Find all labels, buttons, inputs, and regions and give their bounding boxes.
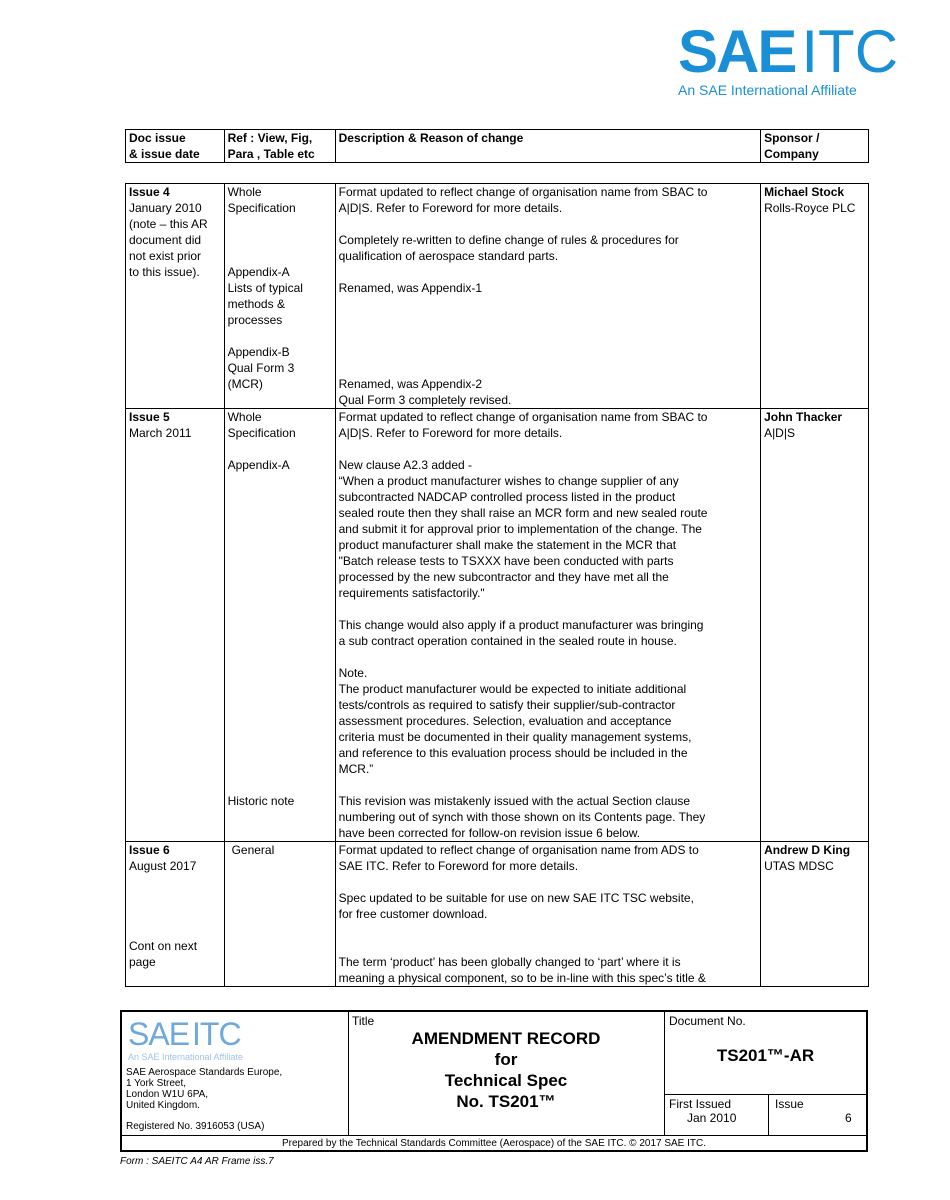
issue4-ref-cell: Whole Specification Appendix-A Lists of typical methods & processes Appendix-B Qual Form 3 (MCR)	[224, 184, 335, 409]
amendment-table	[125, 183, 869, 987]
issue-value: 6	[845, 1111, 852, 1125]
footer-logo: SAEITC	[128, 1016, 241, 1052]
logo-wordmark: SAE ITC	[678, 18, 899, 85]
table-row	[126, 184, 869, 409]
document-title: AMENDMENT RECORD for Technical Spec No. TS201™	[411, 1029, 601, 1111]
issue5-sponsor-cell: John Thacker A|D|S	[761, 409, 869, 842]
issue6-sponsor-cell: Andrew D King UTAS MDSC	[761, 842, 869, 987]
issue4-sponsor-cell: Michael Stock Rolls-Royce PLC	[761, 184, 869, 409]
header-sponsor: Sponsor / Company	[761, 130, 869, 163]
header-table	[125, 129, 869, 163]
sae-itc-logo	[678, 18, 899, 102]
issue6-desc-cell: Format updated to reflect change of organisation name from ADS to SAE ITC. Refer to Foreword for more details. Spec updated to be suitable for use on new SAE ITC TSC website, for free customer download. The term ‘product’ has been globally changed to ‘part’ where it is meaning a physical component, so to be in-line with this spec’s title &	[335, 842, 760, 987]
table-row	[126, 409, 869, 842]
footer-document-block	[665, 1012, 866, 1135]
document-number: TS201™-AR	[716, 1046, 815, 1065]
prepared-by-line: Prepared by the Technical Standards Committee (Aerospace) of the SAE ITC. © 2017 SAE ITC.	[122, 1135, 866, 1151]
first-issued-label: First Issued	[669, 1097, 732, 1111]
issue4-cell: Issue 4 January 2010 (note – this AR document did not exist prior to this issue).	[126, 184, 225, 409]
table-row	[126, 842, 869, 987]
registered-number: Registered No. 3916053 (USA)	[126, 1121, 265, 1132]
form-reference: Form : SAEITC A4 AR Frame iss.7	[120, 1156, 274, 1167]
issue5-ref-cell: Whole Specification Appendix-A Historic note	[224, 409, 335, 842]
issue6-ref-cell: General	[224, 842, 335, 987]
logo-affiliate-text: An SAE International Affiliate	[678, 82, 857, 98]
issue5-cell: Issue 5 March 2011	[126, 409, 225, 842]
document-no-label: Document No.	[669, 1014, 746, 1028]
issue-label: Issue	[775, 1097, 804, 1111]
issue6-cell: Issue 6 August 2017 Cont on next page	[126, 842, 225, 987]
first-issued-value: Jan 2010	[687, 1111, 737, 1125]
footer-company-block	[122, 1012, 349, 1135]
title-label: Title	[352, 1014, 375, 1028]
issue5-desc-cell: Format updated to reflect change of organisation name from SBAC to A|D|S. Refer to Foreword for more details. New clause A2.3 added - “When a product manufacturer wishes to change supplier of any subcontracted NADCAP controlled process listed in the product sealed route then they shall raise an MCR form and new sealed route and submit it for approval prior to implementation of the change. The product manufacturer shall make the statement in the MCR that "Batch release tests to TSXXX have been conducted with parts processed by the new subcontractor and they have met all the requirements satisfactorily." This change would also apply if a product manufacturer was bringing a sub contract operation contained in the sealed route in house. Note. The product manufacturer would be expected to initiate additional tests/controls as required to satisfy their supplier/sub-contractor assessment procedures. Selection, evaluation and acceptance criteria must be documented in their quality management systems, and reference to this evaluation process should be included in the MCR.” This revision was mistakenly issued with the actual Section clause numbering out of synch with those shown on its Contents page. They have been corrected for follow-on revision issue 6 below.	[335, 409, 760, 842]
issue4-desc-cell: Format updated to reflect change of organisation name from SBAC to A|D|S. Refer to Foreword for more details. Completely re-written to define change of rules & procedures for qualification of aerospace standard parts. Renamed, was Appendix-1 Renamed, was Appendix-2 Qual Form 3 completely revised.	[335, 184, 760, 409]
header-ref: Ref : View, Fig, Para , Table etc	[224, 130, 335, 163]
title-block-footer	[120, 1010, 868, 1152]
footer-address: SAE Aerospace Standards Europe, 1 York Street, London W1U 6PA, United Kingdom.	[126, 1067, 283, 1111]
header-description: Description & Reason of change	[335, 130, 760, 163]
header-doc-issue: Doc issue & issue date	[126, 130, 225, 163]
footer-logo-affiliate: An SAE International Affiliate	[128, 1052, 243, 1062]
footer-title-block	[348, 1012, 665, 1135]
